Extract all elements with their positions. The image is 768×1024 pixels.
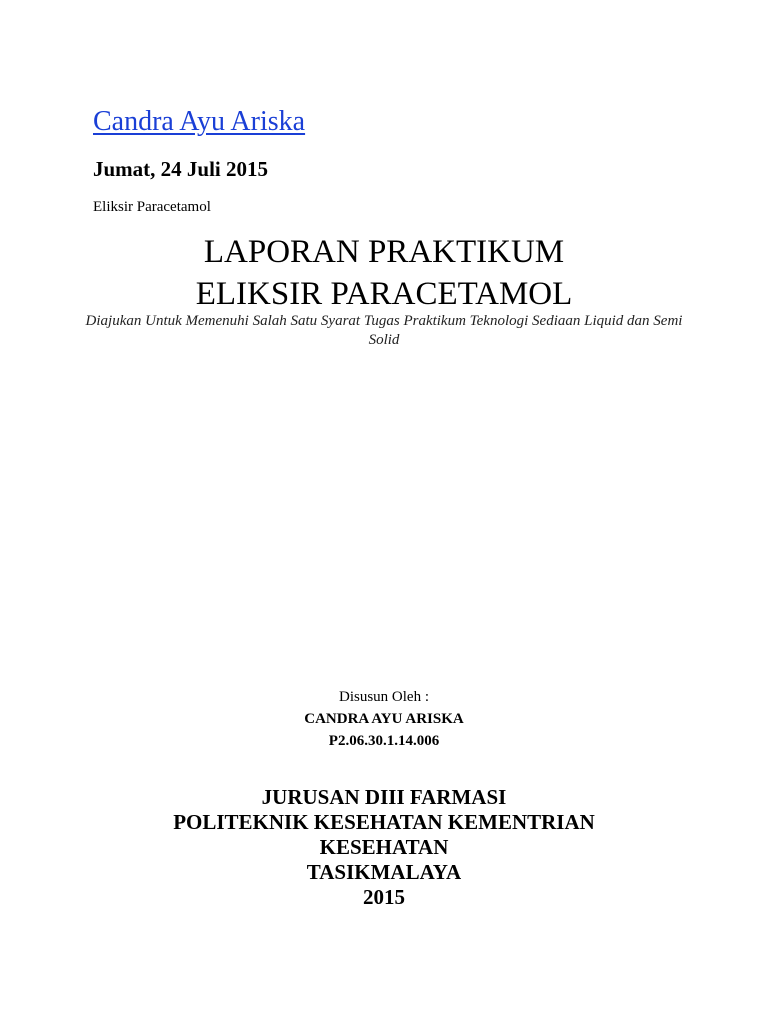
report-title-line-2: ELIKSIR PARACETAMOL [195,276,573,312]
institution-line-2: KESEHATAN [319,835,449,859]
blog-title-link[interactable]: Candra Ayu Ariska [93,106,306,137]
department: JURUSAN DIII FARMASI [261,785,507,809]
institution-line-1: POLITEKNIK KESEHATAN KEMENTRIAN [173,810,595,834]
report-subtitle: Diajukan Untuk Memenuhi Salah Satu Syarat Tugas Praktikum Teknologi Sediaan Liquid dan Semi Solid [85,313,683,348]
year: 2015 [363,885,405,909]
author-id: P2.06.30.1.14.006 [328,733,440,749]
post-title: Eliksir Paracetamol [93,199,211,215]
author-name: CANDRA AYU ARISKA [304,711,464,727]
post-date: Jumat, 24 Juli 2015 [93,157,269,181]
author-label: Disusun Oleh : [339,689,429,705]
report-title-line-1: LAPORAN PRAKTIKUM [203,234,565,270]
city: TASIKMALAYA [306,860,462,884]
